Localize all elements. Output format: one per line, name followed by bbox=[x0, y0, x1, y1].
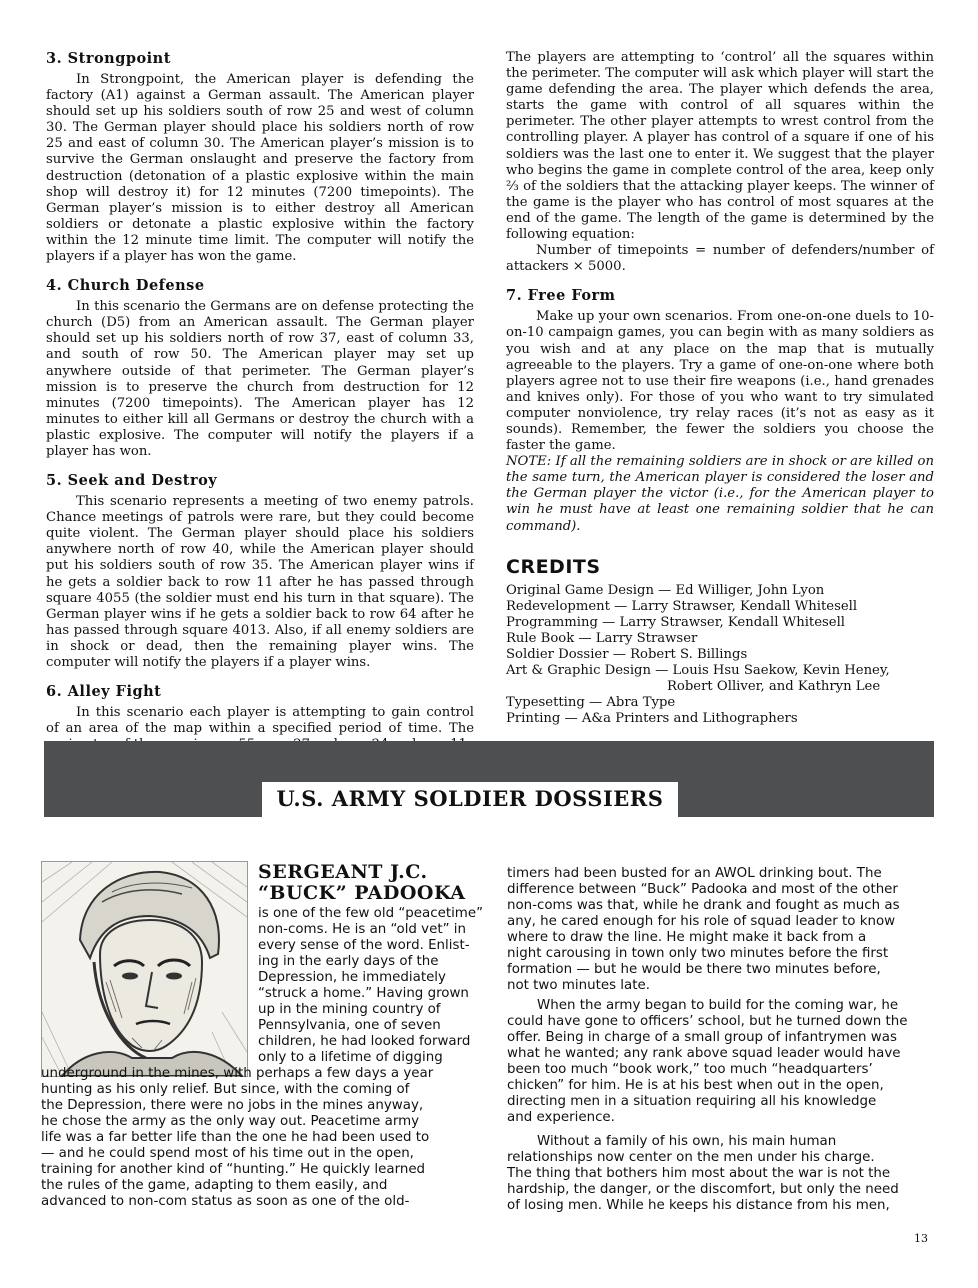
dossier-line: could have gone to officers’ school, but he turned down the bbox=[507, 1014, 908, 1029]
section-title-alley-fight: 6. Alley Fight bbox=[46, 683, 162, 701]
section-text-free-form: Make up your own scenarios. From one-on-one duels to 10-on-10 campaign games, you can begin with as many soldiers as you wish and at any place on the map that is mutually agreeable to the players. Try a game of one-on-one where both players agree not to use their fire weapons (i.e., hand grenades and knives only). For those of you who want to try simulated computer nonviolence, try relay races (it’s not as easy as it sounds). Remember, the fewer the soldiers you choose the faster the game. bbox=[506, 309, 934, 454]
credit-line: Typesetting — Abra Type bbox=[506, 695, 676, 711]
dossier-line: hunting as his only relief. But since, with the coming of bbox=[41, 1082, 410, 1097]
right-column bbox=[506, 50, 934, 728]
dossier-line: “struck a home.” Having grown bbox=[258, 986, 469, 1001]
dossier-line: underground in the mines, with perhaps a few days a year bbox=[41, 1066, 434, 1081]
section-title-seek-and-destroy: 5. Seek and Destroy bbox=[46, 472, 218, 490]
section-title-free-form: 7. Free Form bbox=[506, 287, 616, 305]
dossier-line: hardship, the danger, or the discomfort, but only the need bbox=[507, 1182, 899, 1197]
dossier-line: the rules of the game, adapting to them easily, and bbox=[41, 1178, 388, 1193]
dossier-line: been too much “book work,” too much “headquarters’ bbox=[507, 1062, 873, 1077]
dossier-line: life was a far better life than the one he had been used to bbox=[41, 1130, 430, 1145]
soldier-sketch-icon bbox=[42, 862, 247, 1076]
section-title-strongpoint: 3. Strongpoint bbox=[46, 50, 171, 67]
left-column bbox=[46, 50, 474, 753]
dossier-name-line-1: SERGEANT J.C. bbox=[258, 861, 428, 883]
dossier-line: Depression, he immediately bbox=[258, 970, 446, 985]
credit-line: Rule Book — Larry Strawser bbox=[506, 631, 698, 646]
dossier-heading bbox=[258, 862, 465, 904]
credit-line: Art & Graphic Design — Louis Hsu Saekow, Kevin Heney, bbox=[506, 663, 890, 679]
dossier-line: night carousing in town only two minutes before the first bbox=[507, 946, 889, 961]
dossier-line: up in the mining country of bbox=[258, 1002, 441, 1017]
dossier-line: ing in the early days of the bbox=[258, 954, 439, 969]
dossier-line: and experience. bbox=[507, 1110, 615, 1125]
credit-line-continuation: Robert Olliver, and Kathryn Lee bbox=[667, 679, 881, 695]
section-text-seek-and-destroy: This scenario represents a meeting of two enemy patrols. Chance meetings of patrols were rare, but they could become quite violent. The German player should place his soldiers anywhere north of row 40, while the American player should put his soldiers south of row 35. The American player wins if he gets a soldier back to row 11 after he has passed through square 4055 (the soldier must end his turn in that square). The German player wins if he gets a soldier back to row 64 after he has passed through square 4013. Also, if all enemy soldiers are in shock or dead, then the remaining player wins. The computer will notify the players if a player wins. bbox=[46, 494, 474, 670]
dossier-line: timers had been busted for an AWOL drinking bout. The bbox=[507, 866, 882, 881]
soldier-portrait-illustration bbox=[41, 861, 248, 1077]
dossier-line: — and he could spend most of his time out in the open, bbox=[41, 1146, 414, 1161]
dossier-line: the Depression, there were no jobs in the mines anyway, bbox=[41, 1098, 424, 1113]
dossier-line: training for another kind of “hunting.” He quickly learned bbox=[41, 1162, 426, 1177]
dossier-line: directing men in a situation requiring all his knowledge bbox=[507, 1094, 877, 1109]
section-text-church-defense: In this scenario the Germans are on defense protecting the church (D5) from an American assault. The German player should set up his soldiers north of row 37, east of column 33, and south of row 50. The American player may set up anywhere outside of that perimeter. The German player’s mission is to preserve the church from destruction for 12 minutes (7200 timepoints). The American player has 12 minutes to either kill all Germans or destroy the church with a plastic explosive. The computer will notify the players if a player has won. bbox=[46, 299, 474, 459]
section-title-church-defense: 4. Church Defense bbox=[46, 277, 205, 295]
credit-line: Redevelopment — Larry Strawser, Kendall Whitesell bbox=[506, 598, 858, 614]
dossier-line: The thing that bothers him most about the war is not the bbox=[507, 1166, 891, 1181]
dossier-line: difference between “Buck” Padooka and most of the other bbox=[507, 882, 898, 897]
dossier-line: only to a lifetime of digging bbox=[258, 1050, 443, 1065]
credit-line: Original Game Design — Ed Williger, John Lyon bbox=[506, 582, 825, 598]
credits-heading: CREDITS bbox=[506, 555, 601, 578]
page-number: 13 bbox=[914, 1232, 928, 1245]
credit-line: Soldier Dossier — Robert S. Billings bbox=[506, 647, 748, 663]
credit-line: Printing — A&a Printers and Lithographers bbox=[506, 711, 798, 727]
dossier-line: any, he cared enough for his role of squad leader to know bbox=[507, 914, 896, 929]
credits-list bbox=[506, 583, 934, 728]
dossier-name-line-2: “BUCK” PADOOKA bbox=[258, 882, 466, 904]
dossier-line: non-coms. He is an “old vet” in bbox=[258, 922, 466, 937]
dossier-line: where to draw the line. He might make it back from a bbox=[507, 930, 867, 945]
dossier-line: Pennsylvania, one of seven bbox=[258, 1018, 441, 1033]
dossier-line: what he wanted; any rank above squad leader would have bbox=[507, 1046, 901, 1061]
dossier-line: children, he had looked forward bbox=[258, 1034, 471, 1049]
dossier-line: every sense of the word. Enlist- bbox=[258, 938, 470, 953]
banner-title: U.S. ARMY SOLDIER DOSSIERS bbox=[276, 786, 664, 811]
dossier-line: he chose the army as the only way out. Peacetime army bbox=[41, 1114, 420, 1129]
dossier-line: advanced to non-com status as soon as one of the old- bbox=[41, 1194, 410, 1209]
dossier-line: When the army began to build for the coming war, he bbox=[537, 998, 899, 1013]
credit-line: Programming — Larry Strawser, Kendall Whitesell bbox=[506, 614, 846, 630]
rules-note: NOTE: If all the remaining soldiers are in shock or are killed on the same turn, the American player is considered the loser and the German player the victor (i.e., for the American player to win he must have at least one remaining soldier that he can command). bbox=[506, 454, 934, 534]
timepoints-formula: Number of timepoints = number of defenders/number of attackers × 5000. bbox=[506, 243, 934, 275]
dossier-line: not two minutes late. bbox=[507, 978, 650, 993]
dossier-line: relationships now center on the men under his charge. bbox=[507, 1150, 875, 1165]
section-text-alley-fight: In this scenario each player is attempting to gain control of an area of the map within a specified period of time. The bbox=[46, 705, 474, 737]
dossier-line: chicken” for him. He is at his best when out in the open, bbox=[507, 1078, 884, 1093]
dossier-line: offer. Being in charge of a small group of infantrymen was bbox=[507, 1030, 897, 1045]
dossier-line: formation — but he would be there two minutes before, bbox=[507, 962, 881, 977]
section-text-strongpoint: In Strongpoint, the American player is defending the factory (A1) against a German assault. The American player should set up his soldiers south of row 25 and west of column 30. The German player should place his soldiers north of row 25 and east of column 30. The American player’s mission is to survive the German onslaught and preserve the factory from destruction (detonation of a plastic explosive within the main shop will destroy it) for 12 minutes (7200 timepoints). The German player’s mission is to either destroy all American soldiers or detonate a plastic explosive within the factory within the 12 minute time limit. The computer will notify the players if a player has won the game. bbox=[46, 72, 474, 265]
dossier-line: of losing men. While he keeps his distance from his men, bbox=[507, 1198, 890, 1213]
alley-fight-continued: The players are attempting to ‘control’ all the squares within the perimeter. The computer will ask which player will start the game defending the area. The player which defends the area, starts the game with control of all squares within the perimeter. The other player attempts to wrest control from the controlling player. A player has control of a square if one of his soldiers was the last one to enter it. We suggest that the player who begins the game in complete control of the area, keep only ⅔ of the soldiers that the attacking player keeps. The winner of the game is the player who has control of most squares at the end of the game. The length of the game is determined by the following equation: bbox=[506, 50, 934, 243]
dossier-line: Without a family of his own, his main human bbox=[537, 1134, 837, 1149]
dossier-line: is one of the few old “peacetime” bbox=[258, 906, 484, 921]
dossier-line: non-coms was that, while he drank and fought as much as bbox=[507, 898, 900, 913]
